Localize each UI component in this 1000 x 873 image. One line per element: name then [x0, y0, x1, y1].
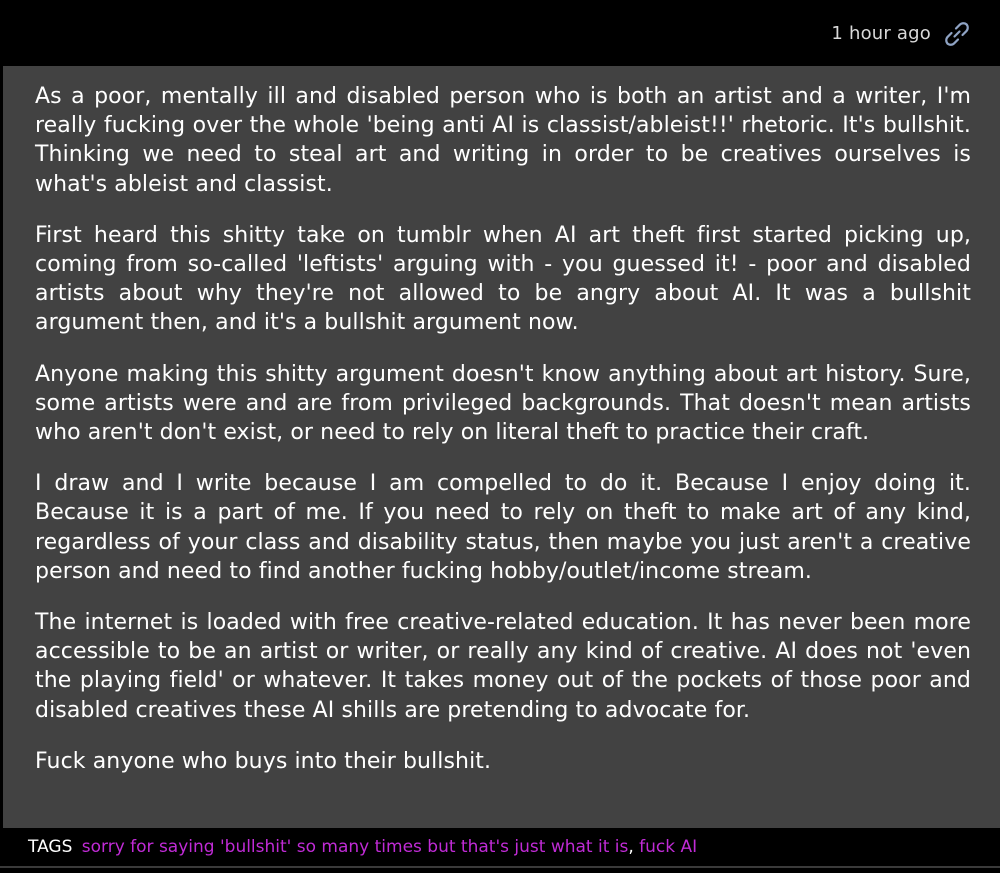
post-timestamp[interactable]: 1 hour ago: [831, 23, 931, 44]
post-header: [0, 0, 1000, 66]
link-icon[interactable]: [942, 19, 972, 49]
post-paragraph: As a poor, mentally ill and disabled person who is both an artist and a writer, I'm really fucking over the whole 'being anti AI is classist/ableist!!' rhetoric. It's bullshit. Thinking we need to steal art and writing in order to be creatives ourselves is what's ableist and classist.: [35, 84, 971, 197]
divider: [0, 866, 1000, 868]
tags-bar: [0, 828, 1000, 865]
post-paragraph: Anyone making this shitty argument doesn't know anything about art history. Sure, some artists were and are from privileged backgrounds. That doesn't mean artists who aren't don't exist, or need to rely on literal theft to practice their craft.: [35, 361, 971, 446]
post-paragraph: Fuck anyone who buys into their bullshit.: [35, 748, 492, 774]
post-paragraph: First heard this shitty take on tumblr when AI art theft first started picking up, coming from so-called 'leftists' arguing with - you guessed it! - poor and disabled artists about why they're not allowed to be angry about AI. It was a bullshit argument then, and it's a bullshit argument now.: [35, 222, 971, 336]
post-paragraph: The internet is loaded with free creative-related education. It has never been more accessible to be an artist or writer, or really any kind of creative. AI does not 'even the playing field' or whatever. It takes money out of the pockets of those poor and disabled creatives these AI shills are pretending to advocate for.: [35, 610, 971, 723]
post-body: [3, 66, 1000, 828]
tag-separator: ,: [628, 837, 640, 857]
tags-label: TAGS: [28, 837, 73, 857]
tag-link[interactable]: fuck AI: [639, 837, 698, 857]
tag-link[interactable]: sorry for saying 'bullshit' so many times but that's just what it is: [81, 837, 629, 857]
post-paragraph: I draw and I write because I am compelled to do it. Because I enjoy doing it. Because it is a part of me. If you need to rely on theft to make art of any kind, regardless of your class and disability status, then maybe you just aren't a creative person and need to find another fucking hobby/outlet/income stream.: [35, 471, 971, 584]
